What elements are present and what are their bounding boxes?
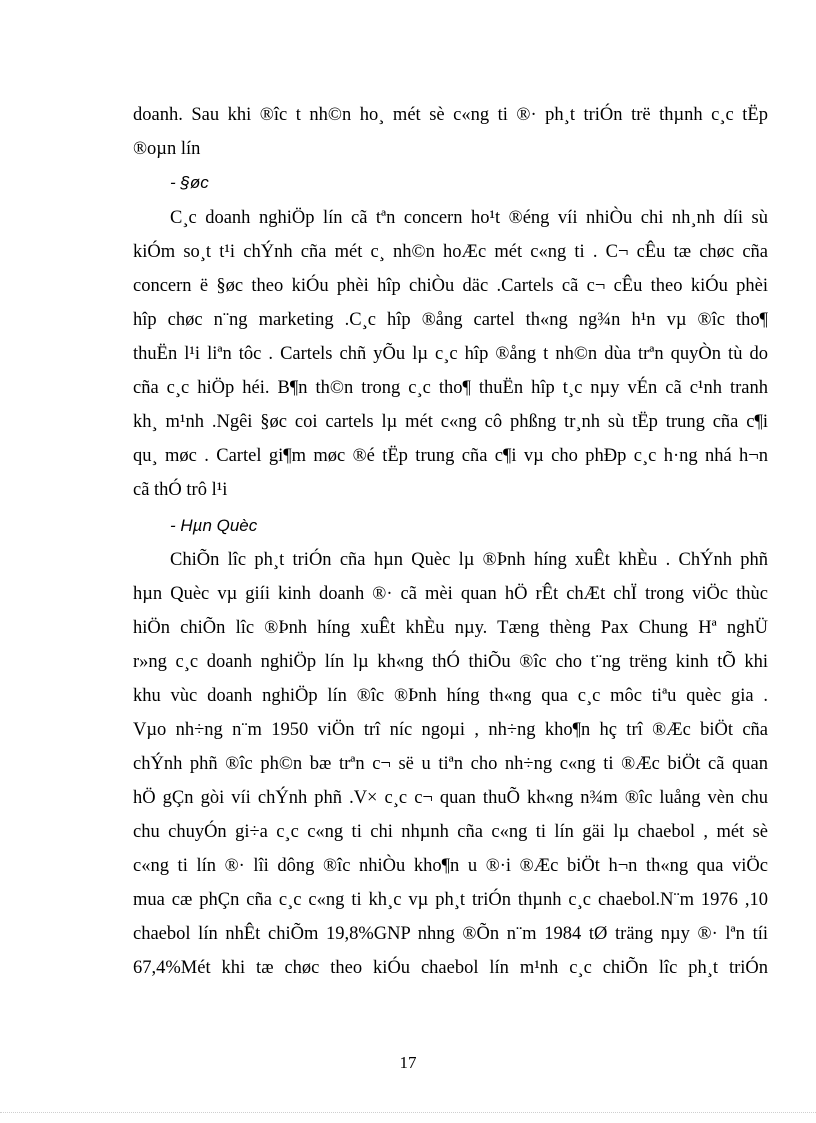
paragraph-line: kh¸ m¹nh .Ngêi §øc coi cartels lµ mét c«ng cô phßng tr¸nh sù tËp trung cña c¶i <box>133 412 768 432</box>
paragraph-line: Vµo nh÷ng n¨m 1950 viÖn trî níc ngoµi , nh÷ng kho¶n hç trî ®Æc biÖt cña <box>133 720 768 740</box>
paragraph-line: kiÓm so¸t t¹i chÝnh cña mét c¸ nh©n hoÆc mét c«ng ti . C¬ cÊu tæ chøc cña <box>133 242 768 262</box>
paragraph-line: ®oµn lín <box>133 139 201 159</box>
section-heading-duc: - §øc <box>170 173 209 192</box>
paragraph-line: C¸c doanh nghiÖp lín cã tªn concern ho¹t ®éng víi nhiÒu chi nh¸nh díi sù <box>170 208 768 228</box>
paragraph-line: qu¸ møc . Cartel gi¶m møc ®é tËp trung cña c¶i vµ cho phÐp c¸c h·ng nhá h¬n <box>133 446 768 466</box>
paragraph-line: r»ng c¸c doanh nghiÖp lín lµ kh«ng thÓ thiÕu ®îc cho t¨ng trëng kinh tÕ khi <box>133 652 768 672</box>
paragraph-line: chÝnh phñ ®îc ph©n bæ trªn c¬ së u tiªn cho nh÷ng c«ng ti ®Æc biÖt cã quan <box>133 754 768 774</box>
paragraph-line: mua cæ phÇn cña c¸c c«ng ti kh¸c vµ ph¸t triÓn thµnh c¸c chaebol.N¨m 1976 ,10 <box>133 890 768 910</box>
paragraph-line: hµn Quèc vµ giíi kinh doanh ®· cã mèi quan hÖ rÊt chÆt chÏ trong viÖc thùc <box>133 584 768 604</box>
paragraph-line: khu vùc doanh nghiÖp lín ®îc ®Þnh híng th«ng qua c¸c môc tiªu quèc gia . <box>133 686 768 706</box>
paragraph-line: hîp chøc n¨ng marketing .C¸c hîp ®ång cartel th«ng ng¾n h¹n vµ ®îc tho¶ <box>133 310 768 330</box>
paragraph-line: cña c¸c hiÖp héi. B¶n th©n trong c¸c tho¶ thuËn hîp t¸c nµy vÉn cã c¹nh tranh <box>133 378 768 398</box>
paragraph-line: thuËn l¹i liªn tôc . Cartels chñ yÕu lµ c¸c hîp ®ång t nh©n dùa trªn quyÒn tù do <box>133 344 768 364</box>
paragraph-line: cã thÓ trô l¹i <box>133 480 228 500</box>
paragraph-line: c«ng ti lín ®· lîi dông ®îc nhiÒu kho¶n u ®·i ®Æc biÖt h¬n th«ng qua viÖc <box>133 856 768 876</box>
paragraph-line: hÖ gÇn gòi víi chÝnh phñ .V× c¸c c¬ quan thuÕ kh«ng n¾m ®îc luång vèn chu <box>133 788 768 808</box>
paragraph-line: hiÖn chiÕn lîc ®Þnh híng xuÊt khÈu nµy. Tæng thèng Pax Chung Hª nghÜ <box>133 618 768 638</box>
paragraph-line: chaebol lín nhÊt chiÕm 19,8%GNP nhng ®Õn n¨m 1984 tØ träng nµy ®· lªn tíi <box>133 924 768 944</box>
page-number: 17 <box>399 1053 417 1072</box>
paragraph-line: ChiÕn lîc ph¸t triÓn cña hµn Quèc lµ ®Þnh híng xuÊt khÈu . ChÝnh phñ <box>170 550 768 570</box>
paragraph-line: chu chuyÓn gi÷a c¸c c«ng ti chi nhµnh cña c«ng ti lín gäi lµ chaebol , mét sè <box>133 822 768 842</box>
paragraph-line: concern ë §øc theo kiÓu phèi hîp chiÒu däc .Cartels cã c¬ cÊu theo kiÓu phèi <box>133 276 768 296</box>
section-heading-han-quoc: - Hµn Quèc <box>170 516 258 535</box>
paragraph-line: 67,4%Mét khi tæ chøc theo kiÓu chaebol lín m¹nh c¸c chiÕn lîc ph¸t triÓn <box>133 958 768 978</box>
footer-divider <box>0 1112 816 1113</box>
paragraph-line: doanh. Sau khi ®îc t nh©n ho¸ mét sè c«ng ti ®· ph¸t triÓn trë thµnh c¸c tËp <box>133 105 768 125</box>
